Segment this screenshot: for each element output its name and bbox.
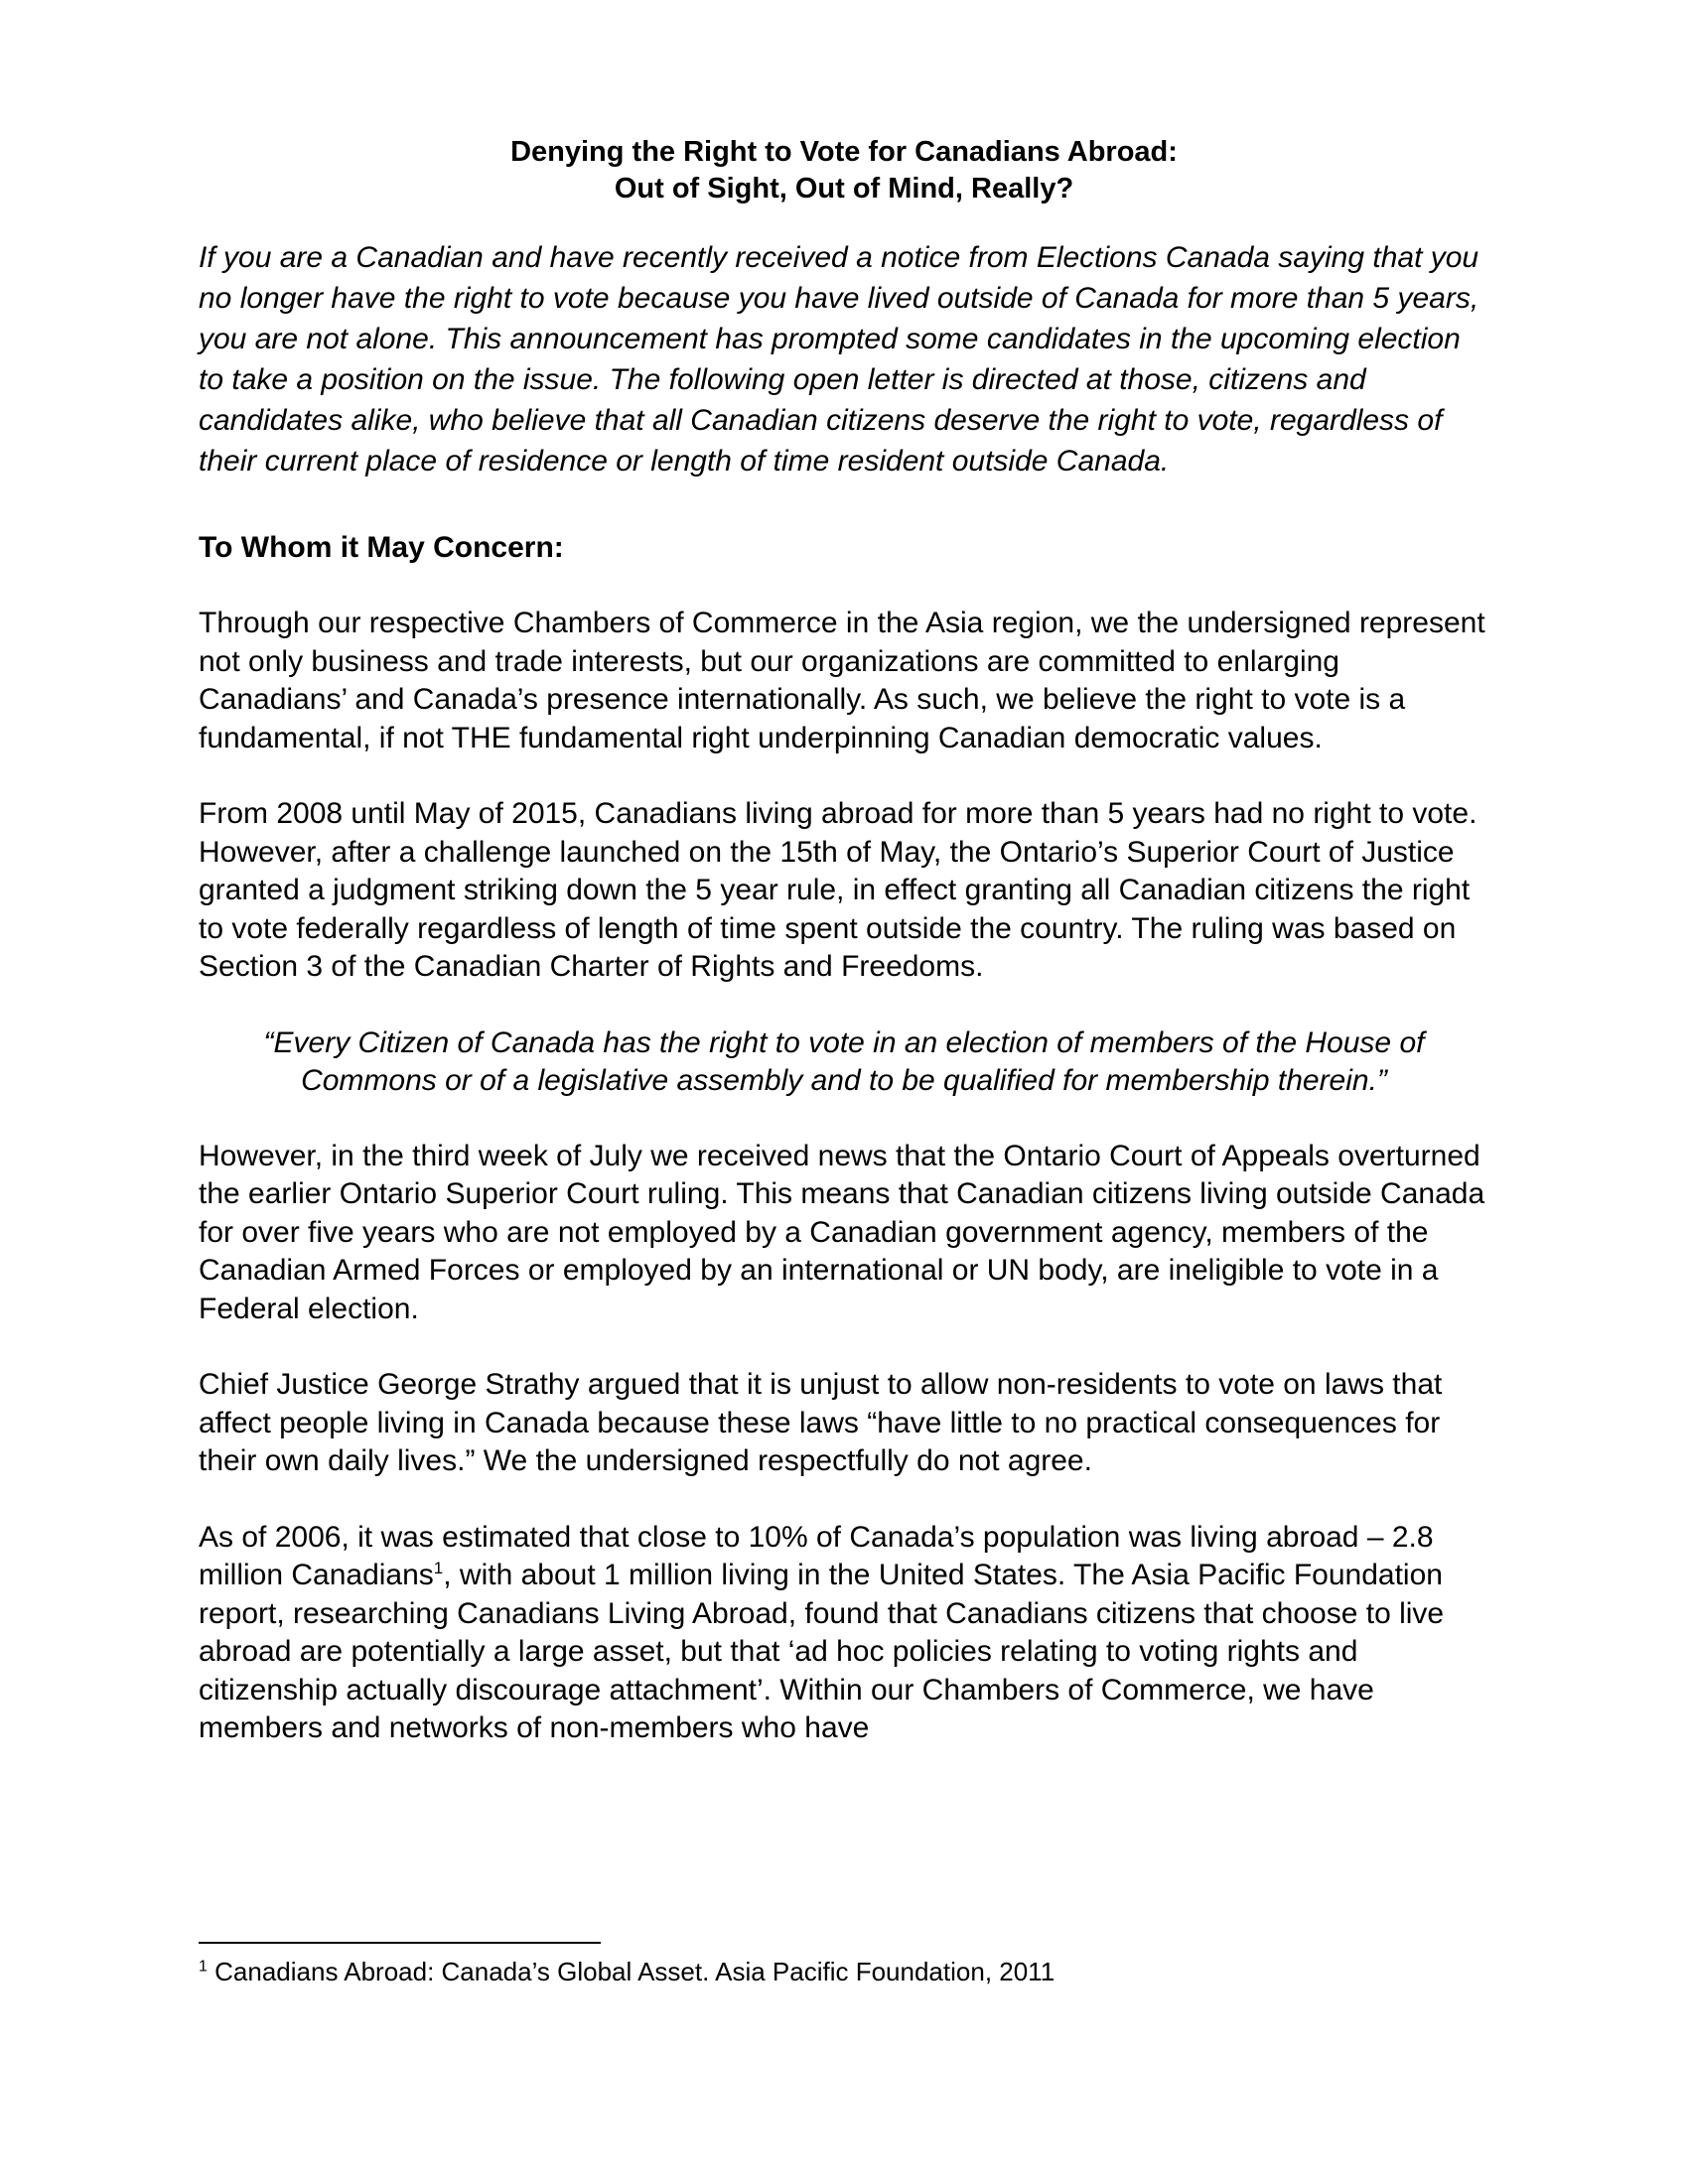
title-line-1: Denying the Right to Vote for Canadians Abroad: — [510, 136, 1178, 168]
document-title — [199, 134, 1489, 207]
charter-quote: “Every Citizen of Canada has the right to vote in an election of members of the House of Commons or of a legislative assembly and to be qualified for membership therein.” — [263, 1025, 1425, 1097]
paragraph-5-text-b: , with about 1 million living in the United States. The Asia Pacific Foundation report, researching Canadians Living Abroad, found that Canadians citizens that choose to live abroad are potentially a large asset, but that ‘ad hoc policies relating to voting rights and citizenship actually discourage attachment’. Within our Chambers of Commerce, we have members and networks of non-members who have — [199, 1559, 1445, 1744]
paragraph-5 — [199, 1519, 1489, 1748]
footnote — [199, 1956, 1489, 1987]
salutation: To Whom it May Concern: — [199, 531, 564, 564]
paragraph-4: Chief Justice George Strathy argued that it is unjust to allow non-residents to vote on laws that affect people living in Canada because these laws “have little to no practical consequences for their own daily lives.” We the undersigned respectfully do not agree. — [199, 1368, 1443, 1477]
footnote-text: Canadians Abroad: Canada’s Global Asset. Asia Pacific Foundation, 2011 — [207, 1957, 1055, 1986]
document-page — [199, 134, 1489, 1786]
footnote-number: 1 — [199, 1958, 208, 1976]
title-line-2: Out of Sight, Out of Mind, Really? — [614, 173, 1074, 205]
footnote-reference: 1 — [433, 1559, 444, 1577]
intro-paragraph: If you are a Canadian and have recently received a notice from Elections Canada saying that you no longer have the right to vote because you have lived outside of Canada for more than 5 years, you are not alone. This announcement has prompted some candidates in the upcoming election to take a position on the issue. The following open letter is directed at those, citizens and candidates alike, who believe that all Canadian citizens deserve the right to vote, regardless of their current place of residence or length of time resident outside Canada. — [199, 241, 1479, 478]
paragraph-2: From 2008 until May of 2015, Canadians living abroad for more than 5 years had no right to vote. However, after a challenge launched on the 15th of May, the Ontario’s Superior Court of Justice granted a judgment striking down the 5 year rule, in effect granting all Canadian citizens the right to vote federally regardless of length of time spent outside the country. The ruling was based on Section 3 of the Canadian Charter of Rights and Freedoms. — [199, 797, 1477, 983]
paragraph-3: However, in the third week of July we received news that the Ontario Court of Appeals overturned the earlier Ontario Superior Court ruling. This means that Canadian citizens living outside Canada for over five years who are not employed by a Canadian government agency, members of the Canadian Armed Forces or employed by an international or UN body, are ineligible to vote in a Federal election. — [199, 1139, 1485, 1325]
paragraph-5-text-a: As of 2006, it was estimated that close to 10% of Canada’s population was living abroad – 2.8 million Canadians — [199, 1520, 1434, 1591]
paragraph-1: Through our respective Chambers of Commerce in the Asia region, we the undersigned represent not only business and trade interests, but our organizations are committed to enlarging Canadians’ and Canada’s presence internationally. As such, we believe the right to vote is a fundamental, if not THE fundamental right underpinning Canadian democratic values. — [199, 607, 1485, 754]
footnote-separator — [199, 1942, 601, 1944]
